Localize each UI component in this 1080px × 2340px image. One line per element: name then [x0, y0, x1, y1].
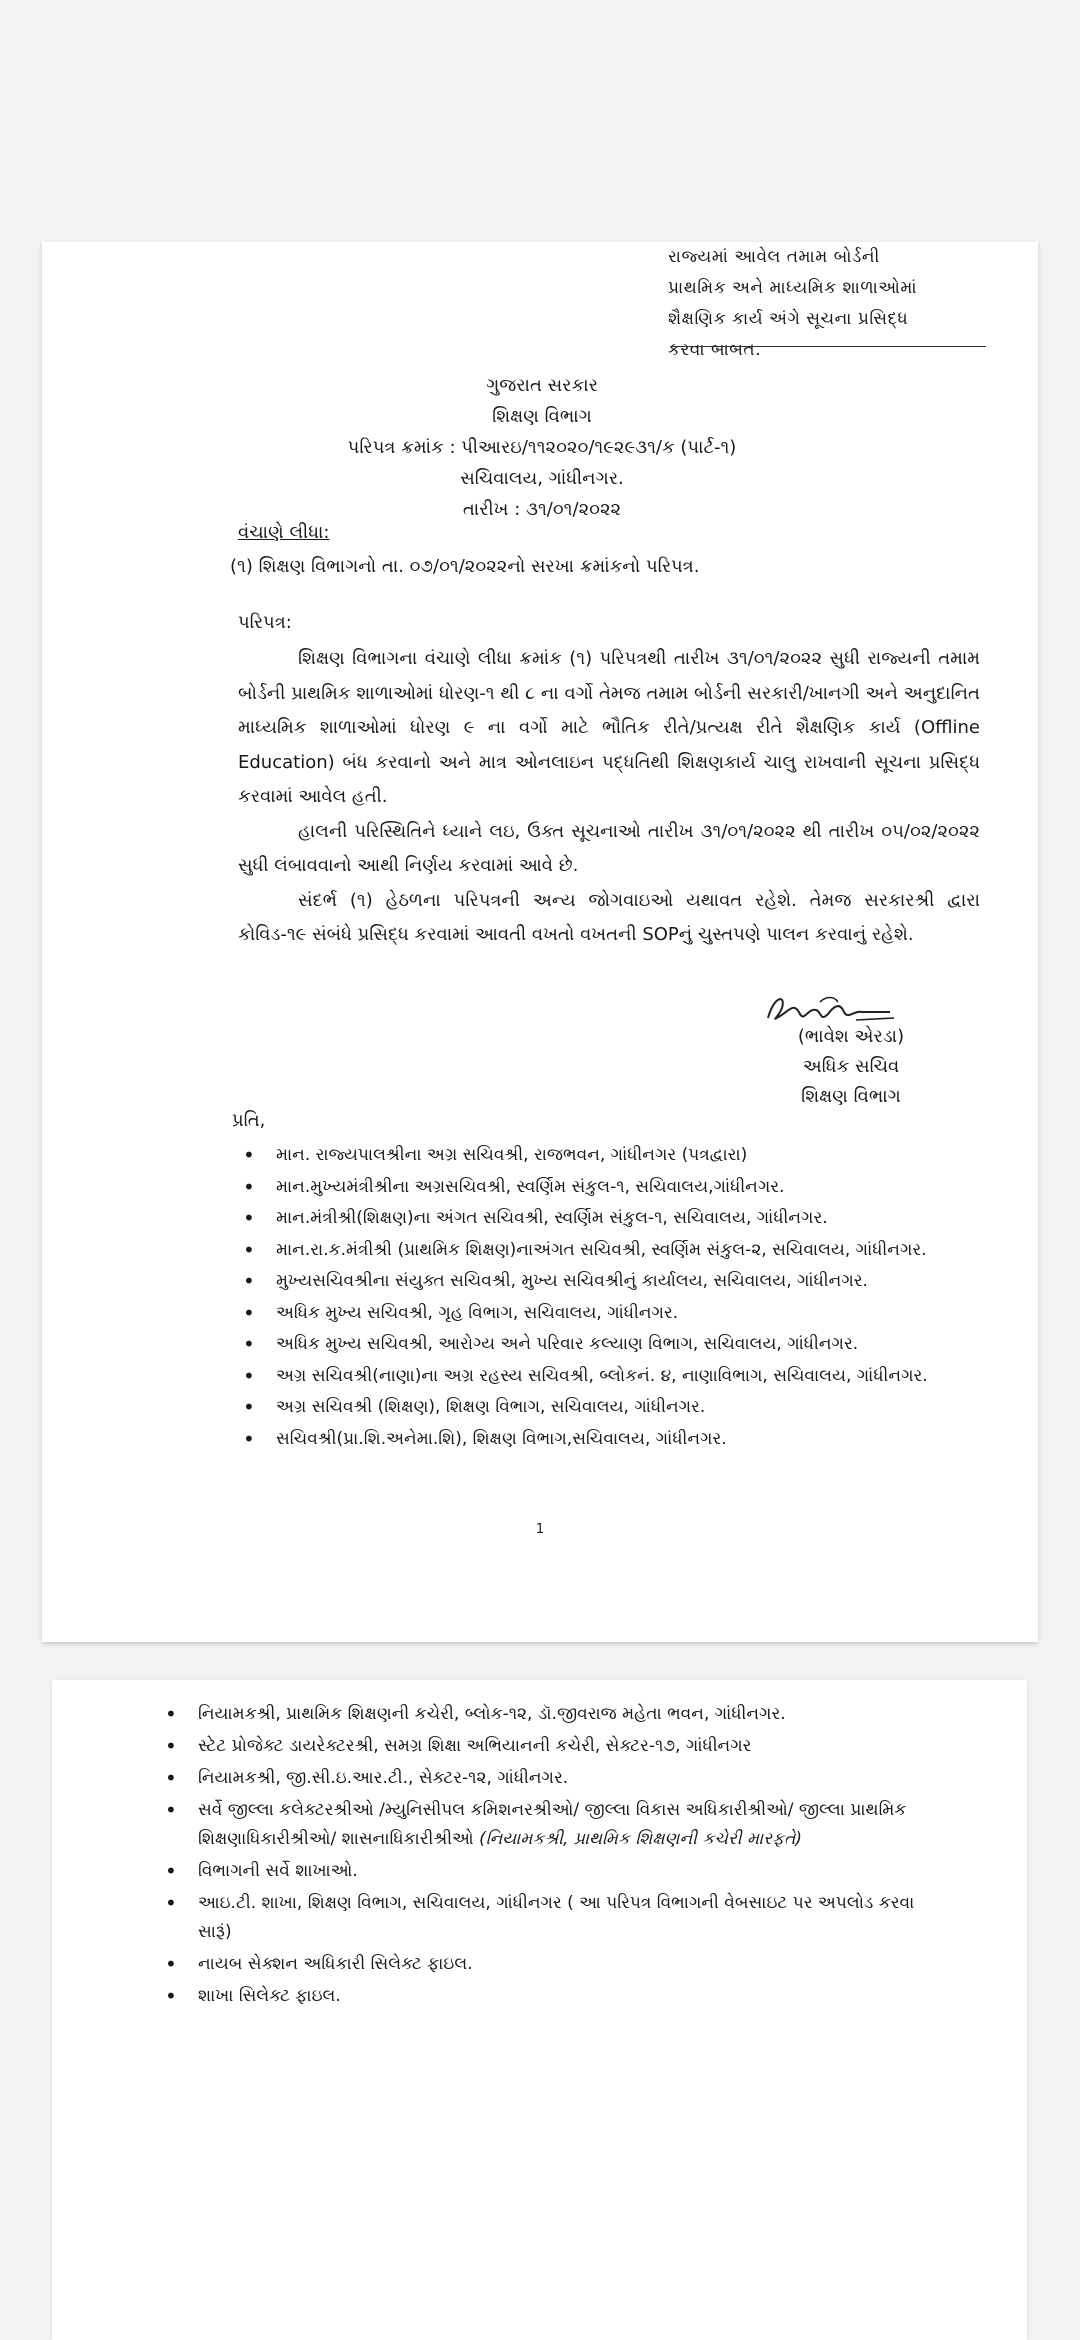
list-item: • નિયામકશ્રી, પ્રાથમિક શિક્ષણની કચેરી, બ્લોક-૧૨, ડૉ.જીવરાજ મહેતા ભવન, ગાંધીનગર.: [165, 1702, 786, 1726]
list-item: • વિભાગની સર્વે શાખાઓ.: [165, 1859, 358, 1883]
document-page-2: [52, 1680, 1027, 2340]
paragraph-2: હાલની પરિસ્થિતિને ધ્યાને લઇ, ઉક્ત સૂચનાઓ તારીખ ૩૧/૦૧/૨૦૨૨ થી તારીખ ૦૫/૦૨/૨૦૨૨ સુધી લંબાવવાનો આથી નિર્ણય કરવામાં આવે છે.: [238, 820, 980, 876]
distribution-label: પ્રતિ,: [232, 1110, 266, 1131]
signatory-block: [736, 1022, 966, 1112]
subject-line-2: પ્રાથમિક અને માધ્યમિક શાળાઓમાં: [668, 278, 918, 298]
list-item: • અધિક મુખ્ય સચિવશ્રી, આરોગ્ય અને પરિવાર કલ્યાણ વિભાગ, સચિવાલય, ગાંધીનગર.: [243, 1332, 859, 1356]
circular-label: પરિપત્ર:: [238, 612, 292, 633]
header-dept: શિક્ષણ વિભાગ: [492, 406, 592, 427]
header-place: સચિવાલય, ગાંધીનગર.: [460, 468, 624, 489]
distribution-list-page2: [160, 1700, 920, 2014]
header-govt: ગુજરાત સરકાર: [486, 375, 598, 396]
list-item: • માન. રાજ્યપાલશ્રીના અગ્ર સચિવશ્રી, રાજભવન, ગાંધીનગર (પત્રદ્વારા): [243, 1143, 748, 1167]
list-item-note: (નિયામકશ્રી, પ્રાથમિક શિક્ષણની કચેરી મારફતે): [479, 1829, 803, 1849]
list-item: • માન.મુખ્યમંત્રીશ્રીના અગ્રસચિવશ્રી, સ્વર્ણિમ સંકુલ-૧, સચિવાલય,ગાંધીનગર.: [243, 1174, 785, 1199]
list-item: • શાખા સિલેક્ટ ફાઇલ.: [165, 1984, 341, 2008]
reference-item: (૧) શિક્ષણ વિભાગનો તા. ૦૭/૦૧/૨૦૨૨નો સરખા ક્રમાંકનો પરિપત્ર.: [230, 556, 700, 577]
list-item: • આઇ.ટી. શાખા, શિક્ષણ વિભાગ, સચિવાલય, ગાંધીનગર ( આ પરિપત્ર વિભાગની વેબસાઇટ પર અપલોડ કરવા સારૂં): [165, 1891, 915, 1942]
list-item: • અગ્ર સચિવશ્રી(નાણા)ના અગ્ર રહસ્ય સચિવશ્રી, બ્લોકનં. ૪, નાણાવિભાગ, સચિવાલય, ગાંધીનગર.: [243, 1363, 928, 1388]
signatory-designation: અધિક સચિવ: [802, 1056, 900, 1077]
subject-line-1: રાજ્યમાં આવેલ તમામ બોર્ડની: [668, 247, 880, 267]
signatory-dept: શિક્ષણ વિભાગ: [801, 1086, 901, 1107]
subject-line-4: કરવા બાબત.: [668, 340, 762, 360]
list-item: • અધિક મુખ્ય સચિવશ્રી, ગૃહ વિભાગ, સચિવાલય, ગાંધીનગર.: [243, 1300, 679, 1325]
list-item: • અગ્ર સચિવશ્રી (શિક્ષણ), શિક્ષણ વિભાગ, સચિવાલય, ગાંધીનગર.: [243, 1395, 706, 1419]
paragraph-1: શિક્ષણ વિભાગના વંચાણે લીધા ક્રમાંક (૧) પરિપત્રથી તારીખ ૩૧/૦૧/૨૦૨૨ સુધી રાજ્યની તમામ બોર્ડની પ્રાથમિક શાળાઓમાં ધોરણ-૧ થી ૮ ના વર્ગો તેમજ તમામ બોર્ડની સરકારી/ખાનગી અને અનુદાનિત માધ્યમિક શાળાઓમાં ધોરણ ૯ ના વર્ગો માટે ભૌતિક રીતે/પ્રત્યક્ષ રીતે શૈક્ષણિક કાર્ય (Offline Education) બંધ કરવાનો અને માત્ર ઓનલાઇન પદ્ધતિથી શિક્ષણકાર્ય ચાલુ રાખવાની સૂચના પ્રસિદ્ધ કરવામાં આવેલ હતી.: [238, 648, 980, 807]
distribution-list-page1: [238, 1142, 988, 1457]
circular-body: [238, 642, 980, 953]
reference-label: વંચાણે લીધા:: [238, 522, 330, 543]
list-item: • માન.રા.ક.મંત્રીશ્રી (પ્રાથમિક શિક્ષણ)નાઅંગત સચિવશ્રી, સ્વર્ણિમ સંકુલ-૨, સચિવાલય, ગાંધીનગર.: [243, 1237, 927, 1262]
subject-text: [668, 242, 988, 366]
list-item: • સચિવશ્રી(પ્રા.શિ.અનેમા.શિ), શિક્ષણ વિભાગ,સચિવાલય, ગાંધીનગર.: [243, 1426, 727, 1451]
list-item: • મુખ્યસચિવશ્રીના સંયુક્ત સચિવશ્રી, મુખ્ય સચિવશ્રીનું કાર્યાલય, સચિવાલય, ગાંધીનગર.: [243, 1269, 868, 1293]
subject-underline: [670, 346, 986, 347]
paragraph-3: સંદર્ભ (૧) હેઠળના પરિપત્રની અન્ય જોગવાઇઓ યથાવત રહેશે. તેમજ સરકારશ્રી દ્વારા કોવિડ-૧૯ સંબંધે પ્રસિદ્ધ કરવામાં આવતી વખતો વખતની SOPનું ચુસ્તપણે પાલન કરવાનું રહેશે.: [238, 889, 980, 945]
list-item: • માન.મંત્રીશ્રી(શિક્ષણ)ના અંગત સચિવશ્રી, સ્વર્ણિમ સંકુલ-૧, સચિવાલય, ગાંધીનગર.: [243, 1206, 828, 1230]
subject-line-3: શૈક્ષણિક કાર્ય અંગે સૂચના પ્રસિદ્ધ: [668, 309, 909, 329]
header-date: તારીખ : ૩૧/૦૧/૨૦૨૨: [462, 499, 622, 520]
document-page-1: [42, 242, 1038, 1642]
signatory-name: (ભાવેશ એરડા): [797, 1026, 905, 1047]
list-item: • નિયામકશ્રી, જી.સી.ઇ.આર.ટી., સેક્ટર-૧૨, ગાંધીનગર.: [165, 1766, 569, 1790]
list-item: • સ્ટેટ પ્રોજેક્ટ ડાયરેક્ટરશ્રી, સમગ્ર શિક્ષા અભિયાનની કચેરી, સેક્ટર-૧૭, ગાંધીનગર: [165, 1734, 752, 1758]
list-item: • નાયબ સેક્શન અધિકારી સિલેક્ટ ફાઇલ.: [165, 1952, 473, 1976]
list-item: • સર્વે જીલ્લા કલેક્ટરશ્રીઓ /મ્યુનિસીપલ કમિશનરશ્રીઓ/ જીલ્લા વિકાસ અધિકારીશ્રીઓ/ જીલ્લા પ્રાથમિક શિક્ષણાધિકારીશ્રીઓ/ શાસનાધિકારીશ્રીઓ (નિયામકશ્રી, પ્રાથમિક શિક્ષણની કચેરી મારફતે): [165, 1798, 907, 1849]
header-circular-no: પરિપત્ર ક્રમાંક : પીઆરઇ/૧૧૨૦૨૦/૧૯૨૯૩૧/ક (પાર્ટ-૧): [347, 437, 737, 458]
page-number: 1: [535, 1522, 545, 1537]
